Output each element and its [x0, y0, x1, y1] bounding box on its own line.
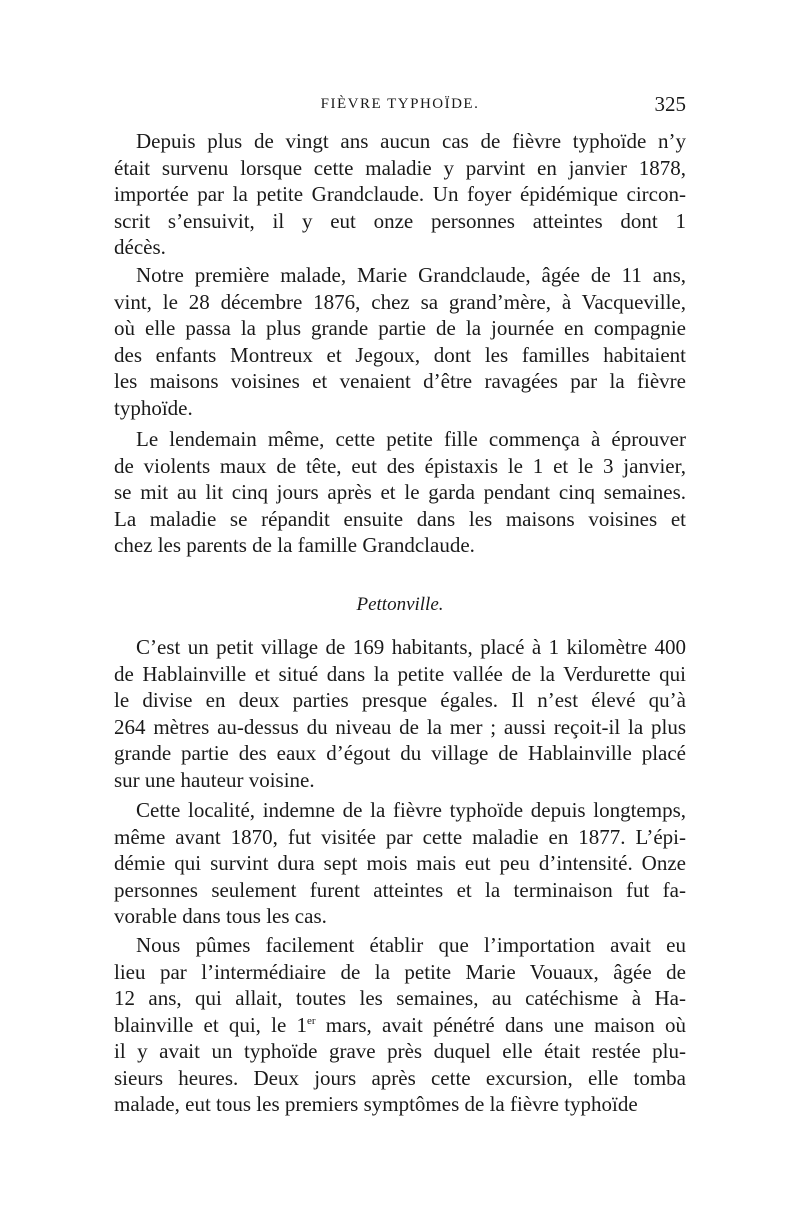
text-line: était survenu lorsque cette maladie y parvint en janvier 1878, — [114, 155, 686, 180]
text-line: malade, eut tous les premiers symptômes de la fièvre typhoïde — [114, 1092, 638, 1116]
text-line: de Hablainville et situé dans la petite vallée de la Verdurette qui — [114, 661, 686, 686]
ordinal-superscript: er — [306, 1014, 316, 1027]
paragraph-3 — [114, 426, 686, 559]
text-line: personnes seulement furent atteintes et la terminaison fut fa- — [114, 877, 686, 902]
running-title: FIÈVRE TYPHOÏDE. — [320, 96, 480, 112]
section-title: Pettonville. — [356, 594, 444, 615]
text-line: 264 mètres au-dessus du niveau de la mer ; aussi reçoit-il la plus — [114, 714, 686, 739]
text-line: vint, le 28 décembre 1876, chez sa grand’mère, à Vacqueville, — [114, 289, 686, 314]
paragraph-1 — [114, 128, 686, 261]
text-line: grande partie des eaux d’égout du village de Hablainville placé — [114, 741, 686, 765]
text-line: sur une hauteur voisine. — [114, 767, 315, 792]
line-end: mars, avait pénétré dans une maison où — [315, 1012, 686, 1037]
text-line: Depuis plus de vingt ans aucun cas de fièvre typhoïde n’y — [136, 129, 686, 153]
text-line: démie qui survint dura sept mois mais eut peu d’intensité. Onze — [114, 851, 686, 875]
text-line: La maladie se répandit ensuite dans les maisons voisines et — [114, 506, 686, 531]
paragraph-6 — [114, 932, 686, 1118]
paragraph-2 — [114, 262, 686, 421]
text-line: les maisons voisines et venaient d’être ravagées par la fièvre — [114, 369, 686, 393]
text-line: typhoïde. — [114, 395, 193, 420]
text-line: Le lendemain même, cette petite fille commença à éprouver — [136, 427, 686, 451]
text-line: se mit au lit cinq jours après et le garda pendant cinq semaines. — [114, 480, 686, 504]
paragraph-4 — [114, 634, 686, 793]
text-line: même avant 1870, fut visitée par cette maladie en 1877. L’épi- — [114, 824, 686, 849]
running-head — [0, 92, 800, 116]
text-line: décès. — [114, 235, 166, 259]
text-line: de violents maux de tête, eut des épistaxis le 1 et le 3 janvier, — [114, 453, 686, 478]
text-line: C’est un petit village de 169 habitants, placé à 1 kilomètre 400 — [136, 635, 686, 659]
text-line: le divise en deux parties presque égales. Il n’est élevé qu’à — [114, 688, 686, 712]
text-line — [114, 1012, 686, 1039]
text-line: sieurs heures. Deux jours après cette excursion, elle tomba — [114, 1065, 686, 1090]
text-line: Notre première malade, Marie Grandclaude, âgée de 11 ans, — [136, 263, 686, 287]
line-start: blainville et qui, le 1 — [114, 1012, 307, 1037]
text-line: il y avait un typhoïde grave près duquel elle était restée plu- — [114, 1039, 686, 1063]
paragraph-5 — [114, 797, 686, 930]
text-line: 12 ans, qui allait, toutes les semaines, au catéchisme à Ha- — [114, 986, 686, 1010]
text-line: Nous pûmes facilement établir que l’importation avait eu — [136, 933, 686, 957]
text-line: Cette localité, indemne de la fièvre typhoïde depuis longtemps, — [136, 798, 686, 822]
text-line: où elle passa la plus grande partie de la journée en compagnie — [114, 316, 686, 340]
text-line: chez les parents de la famille Grandclaude. — [114, 533, 475, 557]
text-line: vorable dans tous les cas. — [114, 904, 327, 928]
text-line: scrit s’ensuivit, il y eut onze personnes atteintes dont 1 — [114, 208, 686, 233]
text-line: des enfants Montreux et Jegoux, dont les familles habitaient — [114, 342, 686, 367]
text-line: importée par la petite Grandclaude. Un foyer épidémique circon- — [114, 182, 686, 206]
page-number: 325 — [654, 92, 686, 116]
text-line: lieu par l’intermédiaire de la petite Marie Vouaux, âgée de — [114, 959, 686, 984]
